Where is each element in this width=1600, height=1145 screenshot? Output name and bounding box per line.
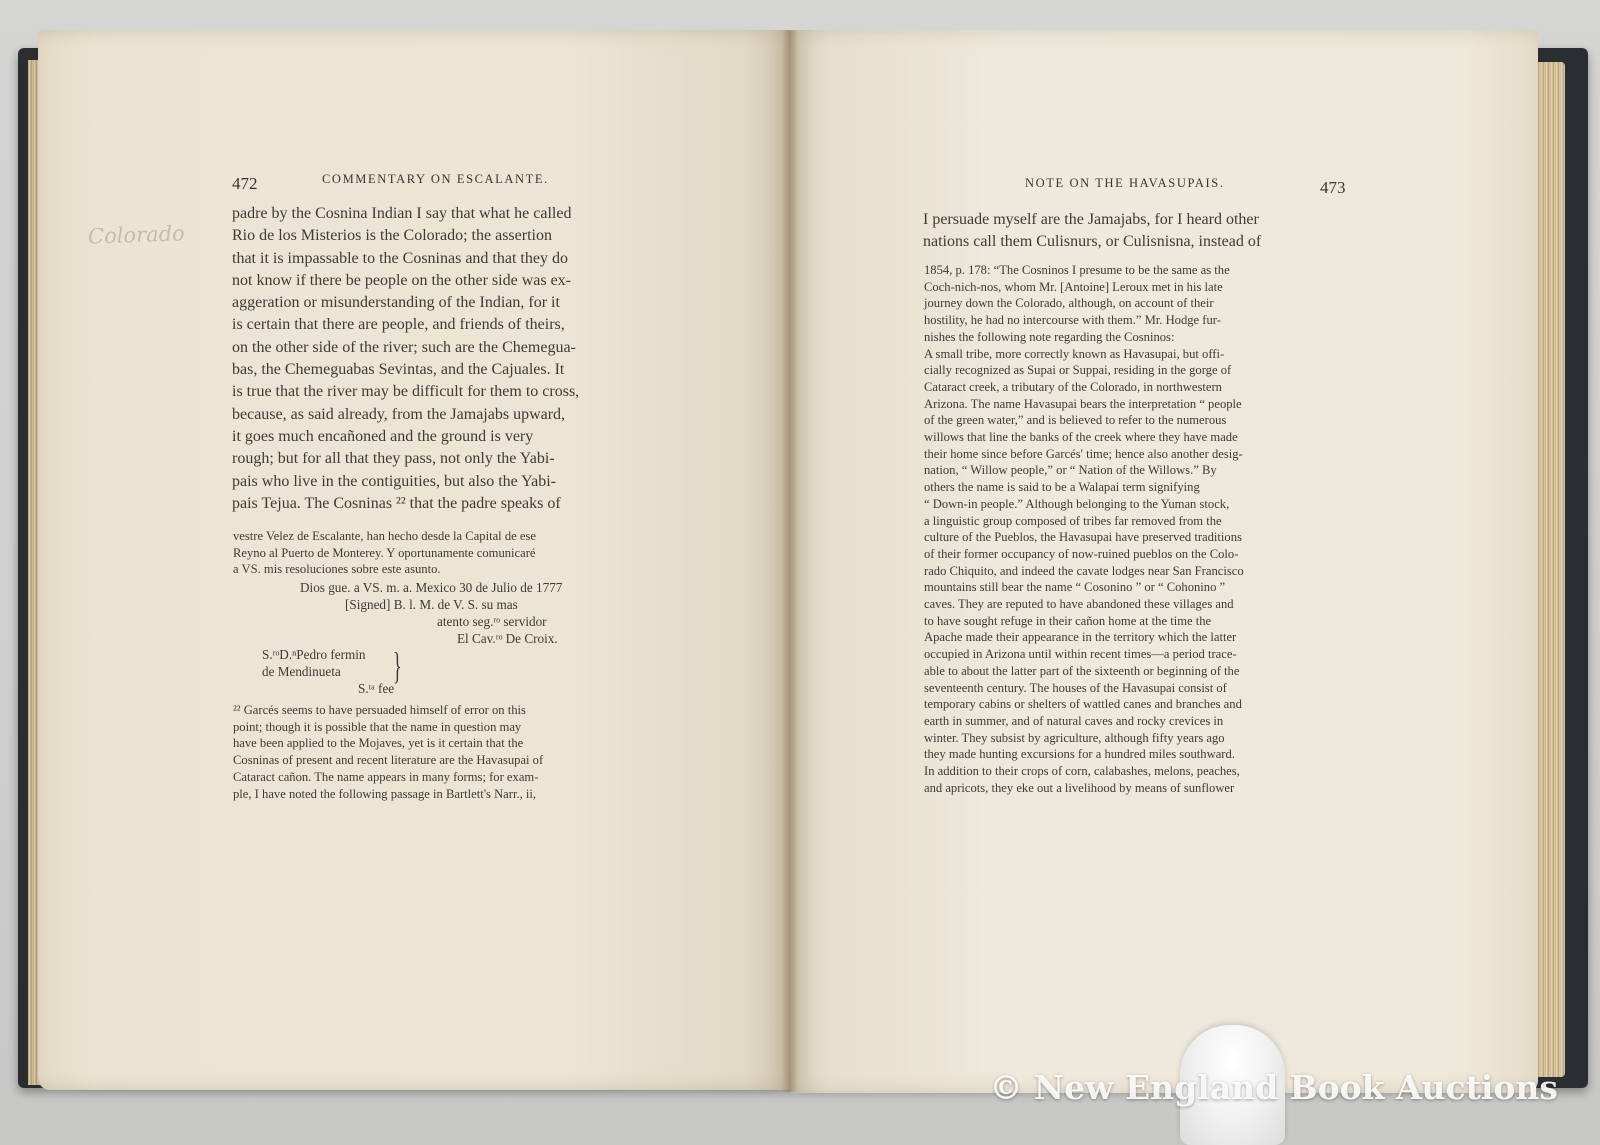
letter-addressee: de Mendinueta <box>262 664 341 679</box>
text-line: pais who live in the contiguities, but also the Yabi- <box>232 472 556 490</box>
book-gutter <box>782 30 798 1092</box>
text-line: it goes much encañoned and the ground is very <box>232 427 534 445</box>
right-footnote-text <box>924 262 1354 797</box>
text-line: journey down the Colorado, although, on account of their <box>924 296 1214 311</box>
text-line: seventeenth century. The houses of the Havasupai consist of <box>924 680 1227 695</box>
text-line: willows that line the banks of the creek where they have made <box>924 430 1238 445</box>
text-line: they made hunting excursions for a hundred miles southward. <box>924 747 1235 762</box>
text-line: Coch-nich-nos, whom Mr. [Antoine] Leroux met in his late <box>924 279 1223 294</box>
text-line: mountains still bear the name “ Cosonino ” or “ Cohonino ” <box>924 580 1226 595</box>
left-running-head: COMMENTARY ON ESCALANTE. <box>322 172 549 186</box>
text-line: Rio de los Misterios is the Colorado; the assertion <box>232 227 552 245</box>
text-line: Cataract creek, a tributary of the Colorado, in northwestern <box>924 379 1222 394</box>
text-line: is certain that there are people, and friends of theirs, <box>232 316 565 334</box>
text-line: not know if there be people on the other side was ex- <box>232 271 572 289</box>
text-line: I persuade myself are the Jamajabs, for I heard other <box>923 211 1259 228</box>
text-line: ple, I have noted the following passage in Bartlett's Narr., ii, <box>233 786 537 801</box>
text-line: rough; but for all that they pass, not only the Yabi- <box>232 450 555 468</box>
text-line: is true that the river may be difficult for them to cross, <box>232 383 580 401</box>
text-line: Apache made their appearance in the territory which the latter <box>924 630 1237 645</box>
text-line: and apricots, they eke out a livelihood by means of sunflower <box>924 780 1235 795</box>
text-line: nation, “ Willow people,” or “ Nation of the Willows.” By <box>924 463 1217 478</box>
right-body-text <box>923 209 1353 254</box>
text-line: occupied in Arizona until within recent times—a period trace- <box>924 647 1237 662</box>
text-line: have been applied to the Mojaves, yet is it certain that the <box>233 736 524 751</box>
text-line: a VS. mis resoluciones sobre este asunto. <box>233 562 441 577</box>
text-line: bas, the Chemeguabas Sevintas, and the Cajuales. It <box>232 361 565 379</box>
page-edges-right <box>1535 62 1565 1077</box>
text-line: nishes the following note regarding the Cosninos: <box>924 329 1175 344</box>
left-letter-text <box>233 528 659 578</box>
text-line: vestre Velez de Escalante, han hecho desde la Capital de ese <box>233 529 536 543</box>
text-line: because, as said already, from the Jamajabs upward, <box>232 405 566 423</box>
text-line: ²² Garcés seems to have persuaded himself of error on this <box>233 703 526 717</box>
letter-addressee: S.ʳᵒD.ⁿPedro fermin <box>262 647 366 662</box>
text-line: others the name is said to be a Walapai term signifying <box>924 480 1200 495</box>
text-line: rado Chiquito, and indeed the cavate lodges near San Francisco <box>924 563 1244 578</box>
letter-date-line: Dios gue. a VS. m. a. Mexico 30 de Julio de 1777 <box>300 580 563 595</box>
text-line: earth in summer, and of natural caves and rocky crevices in <box>924 713 1224 728</box>
text-line: Arizona. The name Havasupai bears the interpretation “ people <box>924 396 1242 411</box>
text-line: able to about the latter part of the sixteenth or beginning of the <box>924 663 1240 678</box>
text-line: 1854, p. 178: “The Cosninos I presume to be the same as the <box>924 263 1230 277</box>
text-line: point; though it is possible that the name in question may <box>233 719 522 734</box>
brace-mark: } <box>393 644 402 687</box>
text-line: caves. They are reputed to have abandoned these villages and <box>924 597 1234 612</box>
text-line: of the green water,” and is believed to refer to the numerous <box>924 413 1227 428</box>
text-line: a linguistic group composed of tribes far removed from the <box>924 513 1222 528</box>
text-line: of their former occupancy of now-ruined pueblos on the Colo- <box>924 546 1239 561</box>
right-page-number: 473 <box>1320 178 1346 197</box>
text-line: Cataract cañon. The name appears in many forms; for exam- <box>233 769 539 784</box>
text-line: pais Tejua. The Cosninas ²² that the padre speaks of <box>232 494 561 512</box>
right-running-head: NOTE ON THE HAVASUPAIS. <box>1025 176 1225 190</box>
text-line: Reyno al Puerto de Monterey. Y oportunamente comunicaré <box>233 545 536 560</box>
letter-signed-line: [Signed] B. l. M. de V. S. su mas <box>345 597 518 612</box>
letter-addressee: S.ᵗᵃ fee <box>358 681 395 696</box>
text-line: temporary cabins or shelters of wattled canes and branches and <box>924 697 1242 712</box>
text-line: that it is impassable to the Cosninas and that they do <box>232 249 568 267</box>
text-line: Cosninas of present and recent literature are the Havasupai of <box>233 753 544 768</box>
left-body-text <box>232 203 658 515</box>
text-line: A small tribe, more correctly known as Havasupai, but offi- <box>924 346 1225 361</box>
text-line: nations call them Culisnurs, or Culisnisna, instead of <box>923 233 1262 251</box>
letter-signature: El Cav.ʳᵒ De Croix. <box>457 631 558 646</box>
text-line: to have sought refuge in their cañon home at the time the <box>924 613 1212 628</box>
text-line: padre by the Cosnina Indian I say that what he called <box>232 205 572 222</box>
text-line: hostility, he had no intercourse with them.” Mr. Hodge fur- <box>924 313 1221 328</box>
handwritten-margin-note: Colorado <box>87 221 186 249</box>
text-line: winter. They subsist by agriculture, although fifty years ago <box>924 730 1225 745</box>
letter-servant-line: atento seg.ʳᵒ servidor <box>437 614 547 629</box>
watermark: © New England Book Auctions <box>989 1068 1558 1107</box>
text-line: on the other side of the river; such are the Chemegua- <box>232 338 576 356</box>
text-line: culture of the Pueblos, the Havasupai have preserved traditions <box>924 530 1242 545</box>
text-line: In addition to their crops of corn, calabashes, melons, peaches, <box>924 764 1240 779</box>
text-line: aggeration or misunderstanding of the Indian, for it <box>232 294 560 312</box>
text-line: their home since before Garcés' time; hence also another desig- <box>924 446 1243 461</box>
text-line: “ Down-in people.” Although belonging to the Yuman stock, <box>924 496 1230 511</box>
left-page-number: 472 <box>232 174 258 193</box>
left-footnote <box>233 702 659 802</box>
text-line: cially recognized as Supai or Suppai, residing in the gorge of <box>924 363 1232 378</box>
